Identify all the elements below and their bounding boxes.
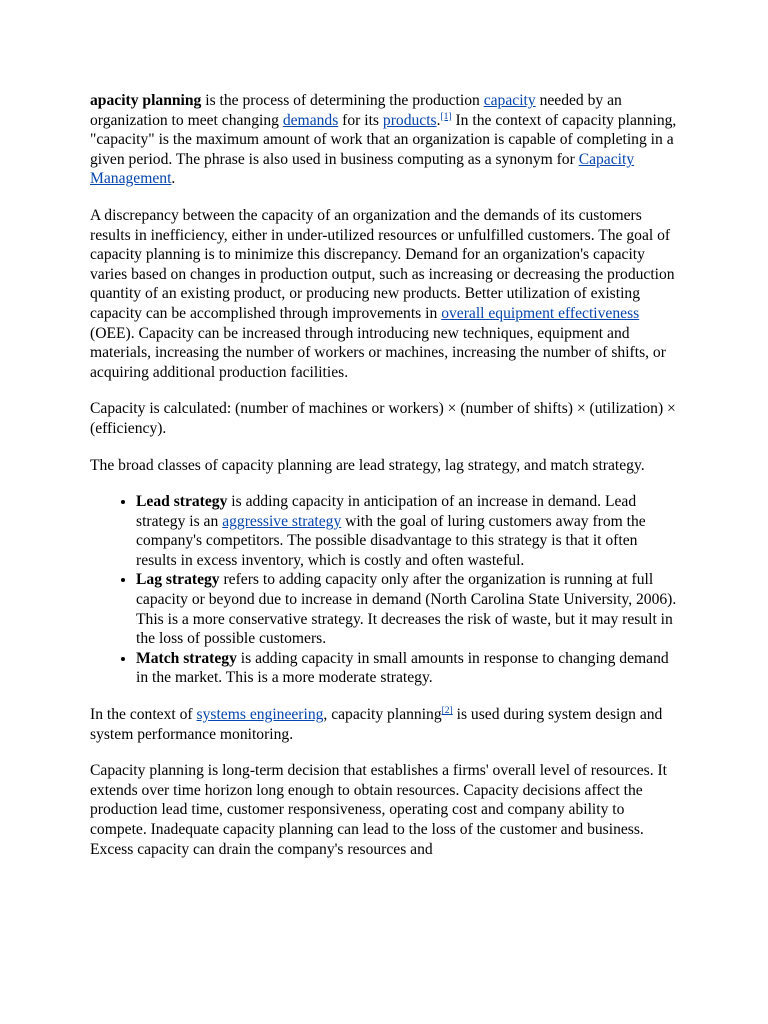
long-term-decision-paragraph: Capacity planning is long-term decision that establishes a firms' overall level of resources. It extends over time horizon long enough to obtain resources. Capacity decisions affect the production lead time, customer responsiveness, operating cost and company ability to compete. Inadequate capacity planning can lead to the loss of the customer and business. Excess capacity can drain the company's resources and — [90, 762, 668, 858]
term-match-strategy: Match strategy — [136, 649, 237, 667]
text-span: , capacity planning — [323, 706, 442, 724]
text-span: is used during system design and system performance monitoring. — [90, 706, 663, 743]
text-span: for its — [338, 111, 383, 129]
list-item-match-strategy — [136, 649, 680, 688]
strategy-list — [90, 492, 680, 688]
discrepancy-paragraph — [90, 206, 680, 382]
text-span: with the goal of luring customers away from the company's competitors. The possible disadvantage to this strategy is that it often results in excess inventory, which is costly and often wasteful. — [136, 512, 646, 569]
text-span: refers to adding capacity only after the organization is running at full capacity or beyond due to increase in demand (North Carolina State University, 2006). This is a more conservative strategy. It decreases the risk of waste, but it may result in the loss of possible customers. — [136, 571, 677, 648]
text-span: In the context of capacity planning, "capacity" is the maximum amount of work that an organization is capable of completing in a given period. The phrase is also used in business computing as a synonym for — [90, 111, 677, 168]
reference-link-1[interactable]: [1] — [440, 111, 452, 122]
article-body — [90, 91, 680, 876]
text-span: is adding capacity in anticipation of an increase in demand. Lead strategy is an — [136, 493, 637, 530]
capacity-formula-paragraph: Capacity is calculated: (number of machines or workers) × (number of shifts) × (utilization) × (efficiency). — [90, 400, 676, 437]
list-item-lead-strategy — [136, 492, 680, 570]
list-item-lag-strategy — [136, 570, 680, 648]
link-demands[interactable]: demands — [282, 111, 339, 129]
link-systems-engineering[interactable]: systems engineering — [196, 706, 324, 724]
text-span: is the process of determining the production — [201, 92, 484, 109]
strategy-classes-paragraph: The broad classes of capacity planning are lead strategy, lag strategy, and match strategy. — [90, 456, 645, 474]
intro-paragraph — [90, 91, 680, 189]
text-span: In the context of — [90, 706, 197, 724]
systems-engineering-paragraph — [90, 705, 680, 744]
term-lead-strategy: Lead strategy — [136, 493, 228, 511]
text-span: A discrepancy between the capacity of an organization and the demands of its customers results in inefficiency, either in under-utilized resources or unfulfilled customers. The goal of capacity planning is to minimize this discrepancy. Demand for an organization's capacity varies based on changes in production output, such as increasing or decreasing the production quantity of an existing product, or producing new products. Better utilization of existing capacity can be accomplished through improvements in — [90, 206, 675, 322]
link-products[interactable]: products — [382, 111, 437, 129]
text-span: . — [171, 170, 176, 188]
text-span: (OEE). Capacity can be increased through introducing new techniques, equipment and materials, increasing the number of workers or machines, increasing the number of shifts, or acquiring additional production facilities. — [90, 324, 666, 381]
text-span: . — [436, 111, 441, 129]
text-span: needed by an organization to meet changing — [90, 92, 622, 129]
link-capacity[interactable]: capacity — [483, 92, 536, 109]
term-lag-strategy: Lag strategy — [136, 571, 220, 589]
link-aggressive-strategy[interactable]: aggressive strategy — [222, 512, 342, 530]
reference-link-2[interactable]: [2] — [441, 706, 453, 717]
term-capacity-planning: apacity planning — [90, 92, 202, 109]
link-capacity-management[interactable]: Capacity Management — [90, 150, 635, 188]
text-span: is adding capacity in small amounts in response to changing demand in the market. This is a more moderate strategy. — [136, 649, 669, 687]
link-overall-equipment-effectiveness[interactable]: overall equipment effectiveness — [441, 304, 640, 322]
